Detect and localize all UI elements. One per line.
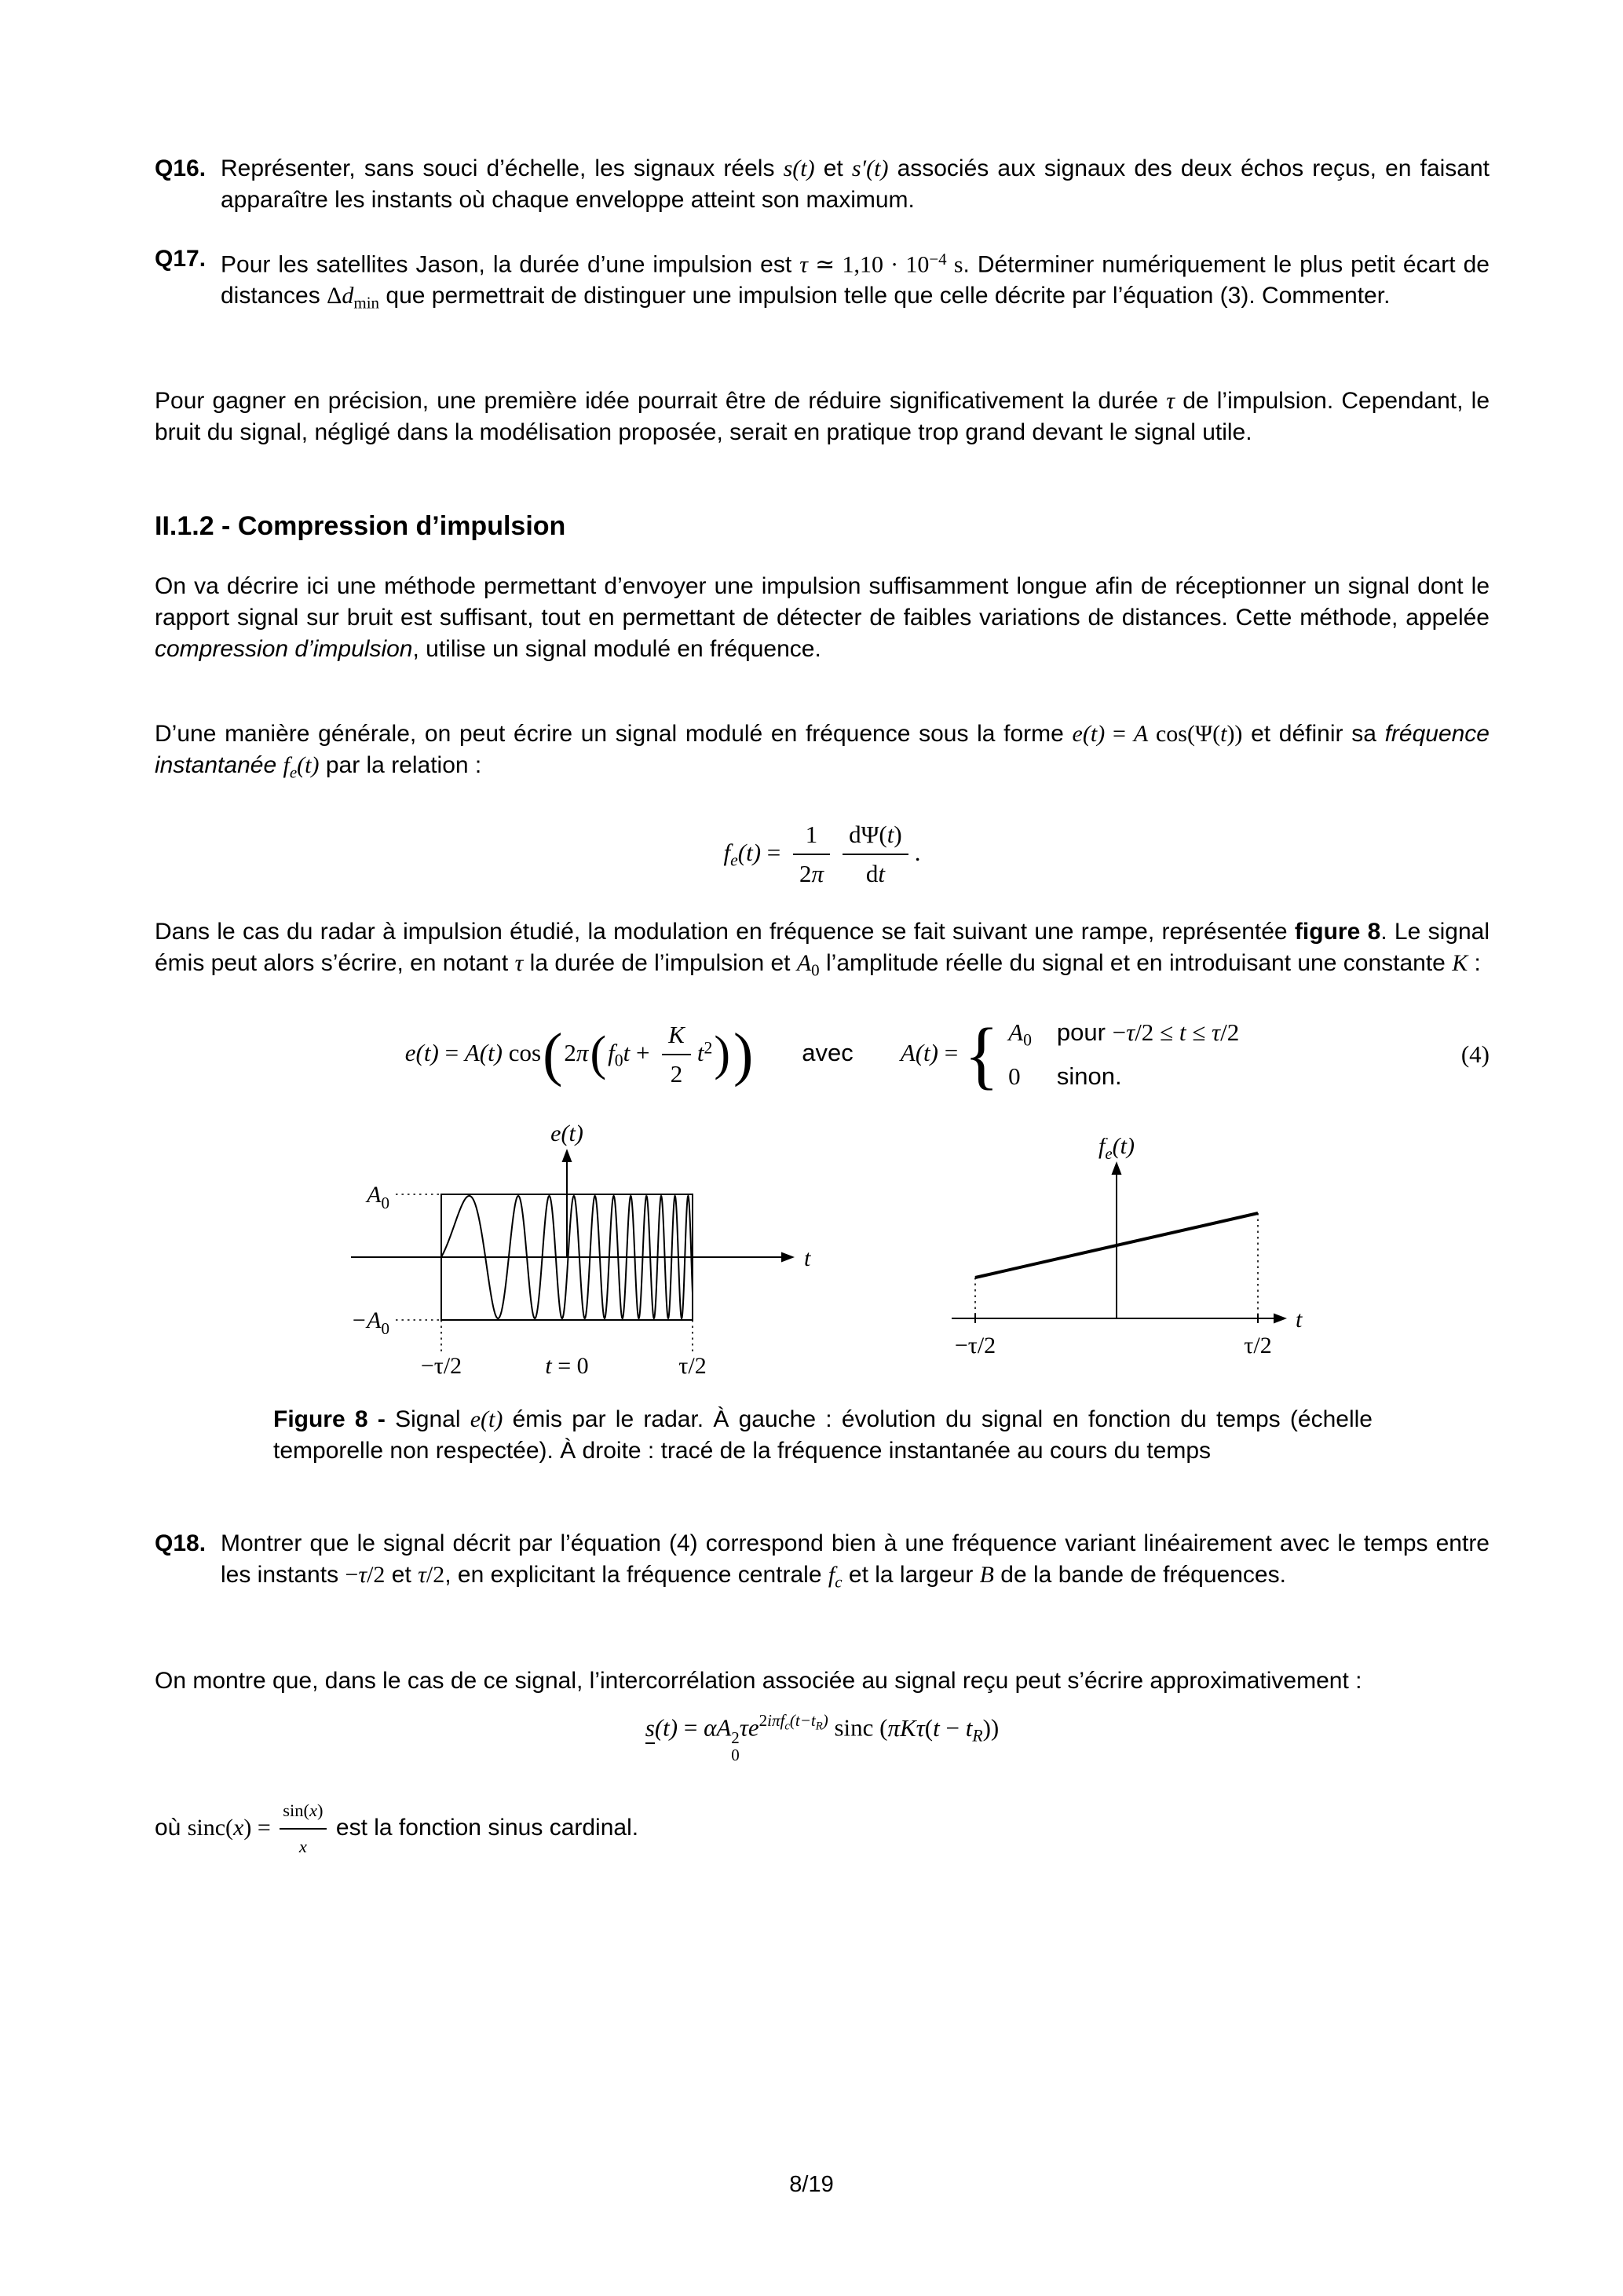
text-segment: est la fonction sinus cardinal.	[329, 1815, 639, 1841]
text-segment: On montre que, dans le cas de ce signal, l’intercorrélation associée au signal reçu peut s’écrire approximativement :	[155, 1668, 1362, 1695]
sinc-argument	[887, 1713, 991, 1746]
text-segment: de la bande de fréquences.	[993, 1561, 1286, 1588]
avec-label: avec	[802, 1039, 854, 1067]
text-segment: 2	[564, 1039, 576, 1067]
text-segment: émis par le radar. À gauche : évolution du signal en fonction du temps (échelle temporelle non respectée). À droite : tracé de la fréquence instantanée au cours du temps	[273, 1406, 1373, 1464]
stack-superscript: 2	[731, 1728, 740, 1748]
text-segment: =	[761, 839, 788, 867]
text-segment: t	[696, 1039, 704, 1067]
text-segment: . Le signal émis peut alors s’écrire, en notant	[155, 919, 1490, 977]
text-segment: figure 8	[1294, 919, 1381, 945]
paragraph-method	[155, 571, 1490, 665]
close-paren-inner: )	[714, 1027, 730, 1081]
equation-period	[915, 839, 921, 866]
open-paren-outer: (	[543, 1021, 563, 1088]
text-segment: /2	[426, 1561, 445, 1588]
text-segment: A	[716, 1713, 732, 1742]
text-segment: )	[894, 821, 902, 849]
text-segment: −	[1112, 1018, 1127, 1047]
equation-4-tag: (4)	[1460, 1040, 1490, 1069]
text-segment: Signal	[395, 1406, 470, 1432]
text-segment: sinc(	[187, 1815, 234, 1841]
equation-4	[155, 1012, 1490, 1097]
text-segment: −	[345, 1561, 359, 1588]
text-segment: sin(	[283, 1801, 310, 1821]
text-segment: A(t)	[464, 1039, 503, 1067]
text-segment: e	[289, 762, 298, 782]
text-segment: 1	[805, 821, 818, 849]
frequency-axis-arrow	[1112, 1161, 1122, 1175]
figure-8-caption	[273, 1404, 1373, 1467]
question-q18-label: Q18.	[155, 1530, 207, 1556]
text-segment: =	[1105, 720, 1134, 747]
text-segment: f	[283, 751, 290, 778]
fraction-sin-x-over-x	[280, 1795, 326, 1863]
text-segment: et	[385, 1561, 419, 1588]
question-q18-text	[221, 1528, 1490, 1597]
text-segment: τ	[514, 950, 524, 977]
text-segment: )	[317, 1801, 324, 1821]
question-q18	[155, 1528, 1490, 1597]
text-segment: 2	[704, 1038, 713, 1058]
text-segment: x	[233, 1815, 244, 1841]
paragraph-intercorrelation	[155, 1665, 1490, 1697]
figure-8	[155, 1124, 1490, 1391]
text-segment: τ	[418, 1561, 426, 1588]
text-segment: 0	[1023, 1030, 1032, 1050]
text-segment: sinon.	[1056, 1062, 1122, 1090]
equation-4-inner-lead	[608, 1039, 656, 1070]
equation-4-cases	[963, 1012, 1240, 1097]
text-segment: Montrer que le signal décrit par l’équation (4) correspond bien à une fréquence variant linéairement avec le temps entre les instants	[221, 1530, 1490, 1588]
text-segment: sinc	[828, 1713, 880, 1742]
text-segment: τ	[799, 251, 808, 278]
text-segment: e(t)	[1072, 720, 1106, 747]
equation-s-lead	[655, 1714, 731, 1742]
page-number: 8/19	[789, 2172, 834, 2197]
text-segment: t	[623, 1039, 631, 1067]
text-segment: e	[730, 850, 738, 870]
equation-4-inner-tail	[697, 1039, 712, 1066]
equation-4-rhs-lead	[901, 1039, 964, 1066]
text-segment: /2	[367, 1561, 386, 1588]
text-segment: t	[965, 1713, 973, 1742]
text-segment: τ	[1166, 387, 1175, 414]
equation-lhs	[723, 839, 788, 870]
open-paren: (	[879, 1713, 888, 1742]
text-segment: (t−t	[789, 1711, 816, 1731]
equation-instantaneous-frequency	[155, 819, 1490, 890]
equation-4-factor	[564, 1039, 588, 1066]
equation-intercorrelation	[155, 1705, 1490, 1764]
text-segment: dΨ(	[849, 821, 887, 849]
text-segment: A	[1008, 1018, 1024, 1047]
signal-time-plot	[339, 1124, 826, 1391]
text-segment: t	[1179, 1018, 1186, 1047]
tick-minus-tau-over-2: −τ/2	[954, 1332, 996, 1358]
text-segment: t	[878, 860, 885, 888]
text-segment: ) =	[243, 1815, 277, 1841]
text-segment: 0	[1008, 1062, 1021, 1090]
text-segment: de l’impulsion. Cependant, le bruit du signal, négligé dans la modélisation proposée, serait en pratique trop grand devant le signal utile.	[155, 387, 1490, 445]
fraction-K-over-2	[662, 1019, 691, 1090]
text-segment: x	[298, 1837, 307, 1857]
text-segment: t	[886, 821, 894, 849]
time-axis-label: t	[1296, 1306, 1303, 1333]
case2-condition	[1057, 1061, 1239, 1092]
text-segment: (t)	[654, 1713, 678, 1742]
a0-squared-stack	[731, 1729, 740, 1764]
text-segment: cos	[503, 1039, 542, 1067]
text-segment: ))	[1226, 720, 1243, 747]
text-segment: =	[438, 1039, 465, 1067]
frequency-ramp-plot	[944, 1138, 1305, 1381]
text-segment: π	[811, 860, 824, 888]
text-segment: et définir sa	[1242, 720, 1385, 747]
text-segment: Dans le cas du radar à impulsion étudié, la modulation en fréquence se fait suivant une rampe, représentée	[155, 919, 1295, 945]
text-segment: A	[796, 950, 812, 977]
text-segment: )	[982, 1713, 991, 1742]
cases-grid	[1008, 1017, 1239, 1092]
paragraph-ramp	[155, 916, 1490, 985]
text-segment: t	[1220, 720, 1227, 747]
text-segment: iπf	[767, 1711, 785, 1731]
minus-a0-label: $-A_0$	[350, 1307, 389, 1338]
text-segment: associés aux signaux des deux échos reçus, en faisant apparaître les instants où chaque enveloppe atteint son maximum.	[221, 155, 1490, 213]
case1-value	[1008, 1017, 1032, 1056]
text-segment: τe	[739, 1713, 759, 1742]
fraction-dpsi-dt	[843, 819, 908, 890]
text-segment: Figure 8 -	[273, 1406, 396, 1432]
text-segment: π	[576, 1039, 589, 1067]
text-segment: fréquence instantanée	[155, 720, 1490, 778]
text-segment: Pour les satellites Jason, la durée d’une impulsion est	[221, 251, 800, 278]
text-segment: l’amplitude réelle du signal et en introduisant une constante	[819, 950, 1453, 977]
text-segment: compression d’impulsion	[155, 635, 413, 662]
question-q16-label: Q16.	[155, 155, 207, 181]
close-paren: )	[990, 1713, 1000, 1742]
text-segment: ≃ 1,10 · 10	[807, 251, 930, 278]
text-segment: (	[924, 1713, 934, 1742]
a0-label: $A_0$	[367, 1181, 389, 1212]
text-segment: s	[946, 251, 963, 278]
text-segment: (t)	[297, 751, 320, 778]
text-segment: où	[155, 1815, 188, 1841]
text-segment: f	[723, 839, 731, 867]
text-segment: 2	[758, 1711, 768, 1731]
sinc-definition-post	[330, 1815, 639, 1841]
text-segment: 0	[614, 1051, 623, 1070]
text-segment: α	[704, 1713, 717, 1742]
equation-4-lead	[405, 1039, 541, 1066]
text-segment: .	[914, 839, 921, 867]
text-segment: −	[939, 1713, 966, 1742]
text-segment: Pour gagner en précision, une première idée pourrait être de réduire significativement la durée	[155, 387, 1167, 414]
sinc-operator	[828, 1714, 879, 1742]
text-segment: Représenter, sans souci d’échelle, les signaux réels	[221, 155, 784, 181]
stack-subscript: 0	[731, 1746, 740, 1765]
text-segment: /2	[1220, 1018, 1240, 1047]
text-segment: cos(Ψ(	[1148, 720, 1221, 747]
text-segment: f	[608, 1039, 615, 1067]
equation-s-mid	[740, 1714, 759, 1742]
text-segment: min	[353, 293, 380, 313]
time-axis-arrow	[1274, 1313, 1287, 1323]
text-segment: et la largeur	[842, 1561, 980, 1588]
text-segment: A(t)	[900, 1039, 938, 1067]
text-segment: πKτ	[887, 1713, 925, 1742]
text-segment: )	[822, 1711, 828, 1731]
text-segment: /2 ≤	[1135, 1018, 1179, 1047]
tick-tau-over-2: τ/2	[678, 1352, 707, 1379]
text-segment: e(t)	[470, 1406, 503, 1432]
text-segment: =	[678, 1713, 704, 1742]
text-segment: −4	[929, 250, 947, 269]
text-segment: la durée de l’impulsion et	[523, 950, 797, 977]
text-segment: ≤	[1186, 1018, 1212, 1047]
text-segment: 2	[799, 860, 812, 888]
text-segment: t	[933, 1713, 940, 1742]
text-segment: =	[938, 1039, 964, 1067]
time-axis-label: t	[804, 1245, 811, 1271]
text-segment: c	[835, 1572, 843, 1592]
time-axis-arrow	[781, 1252, 795, 1262]
text-segment: , utilise un signal modulé en fréquence.	[412, 635, 821, 662]
text-segment: A	[1133, 720, 1149, 747]
text-segment: f	[828, 1561, 835, 1588]
page-content	[155, 153, 1490, 1863]
sinc-definition-pre	[155, 1815, 276, 1841]
text-segment: par la relation :	[319, 751, 482, 778]
text-segment: s	[645, 1714, 655, 1744]
text-segment: . Déterminer numériquement le plus petit écart de distances	[221, 251, 1490, 309]
text-segment: R	[815, 1720, 823, 1733]
tick-minus-tau-over-2: −τ/2	[420, 1352, 462, 1379]
amplitude-axis-arrow	[562, 1149, 572, 1162]
text-segment: pour	[1056, 1018, 1113, 1047]
paragraph-precision	[155, 386, 1490, 448]
text-segment: K	[1452, 950, 1468, 977]
paragraph-sinc-definition	[155, 1795, 1490, 1863]
question-q17-label: Q17.	[155, 246, 207, 272]
frequency-axis-label: $f_e(t)$	[1098, 1137, 1135, 1163]
text-segment: s′(t)	[851, 155, 889, 181]
tick-tau-over-2: τ/2	[1244, 1332, 1272, 1358]
text-segment: τ	[358, 1561, 367, 1588]
text-segment: s(t)	[783, 155, 815, 181]
text-segment: K	[668, 1021, 685, 1049]
paragraph-general-form	[155, 718, 1490, 788]
question-q17	[155, 243, 1490, 319]
text-segment: R	[972, 1726, 983, 1746]
case2-value	[1008, 1061, 1032, 1092]
text-segment: d	[865, 860, 879, 888]
cases-brace: {	[963, 1012, 1000, 1097]
text-segment: On va décrire ici une méthode permettant d’envoyer une impulsion suffisamment longue afin de réceptionner un signal dont le rapport signal sur bruit est suffisant, tout en permettant de détecter de faibles variations de distances. Cette méthode, appelée	[155, 572, 1490, 631]
tick-t-equals-0: t = 0	[545, 1352, 589, 1379]
text-segment: x	[309, 1801, 318, 1821]
text-segment: , en explicitant la fréquence centrale	[444, 1561, 828, 1588]
question-q17-text	[221, 243, 1490, 319]
complex-exponent	[758, 1711, 828, 1733]
case1-condition	[1057, 1017, 1239, 1056]
text-segment: Δ	[327, 283, 342, 309]
text-segment: τ	[1211, 1018, 1221, 1047]
fraction-one-over-2pi	[793, 819, 830, 890]
text-segment: (t)	[737, 839, 762, 867]
text-segment: D’une manière générale, on peut écrire un signal modulé en fréquence sous la forme	[155, 720, 1073, 747]
close-paren-outer: )	[733, 1021, 754, 1088]
text-segment: :	[1468, 950, 1481, 977]
question-q16-text	[221, 153, 1490, 216]
text-segment: 0	[811, 960, 820, 980]
amplitude-axis-label: e(t)	[550, 1123, 583, 1146]
text-segment: B	[979, 1561, 994, 1588]
text-segment: 2	[670, 1060, 683, 1088]
text-segment: +	[630, 1039, 656, 1067]
open-paren-inner: (	[590, 1027, 607, 1081]
text-segment: c	[784, 1720, 790, 1733]
text-segment: τ	[1126, 1018, 1135, 1047]
text-segment: que permettrait de distinguer une impulsion telle que celle décrite par l’équation (3). Commenter.	[379, 283, 1391, 309]
question-q16	[155, 153, 1490, 216]
section-heading: II.1.2 - Compression d’impulsion	[155, 510, 566, 541]
text-segment: et	[814, 155, 852, 181]
text-segment: e(t)	[404, 1039, 439, 1067]
text-segment: d	[342, 283, 354, 309]
equation-s-underlined	[645, 1714, 655, 1744]
